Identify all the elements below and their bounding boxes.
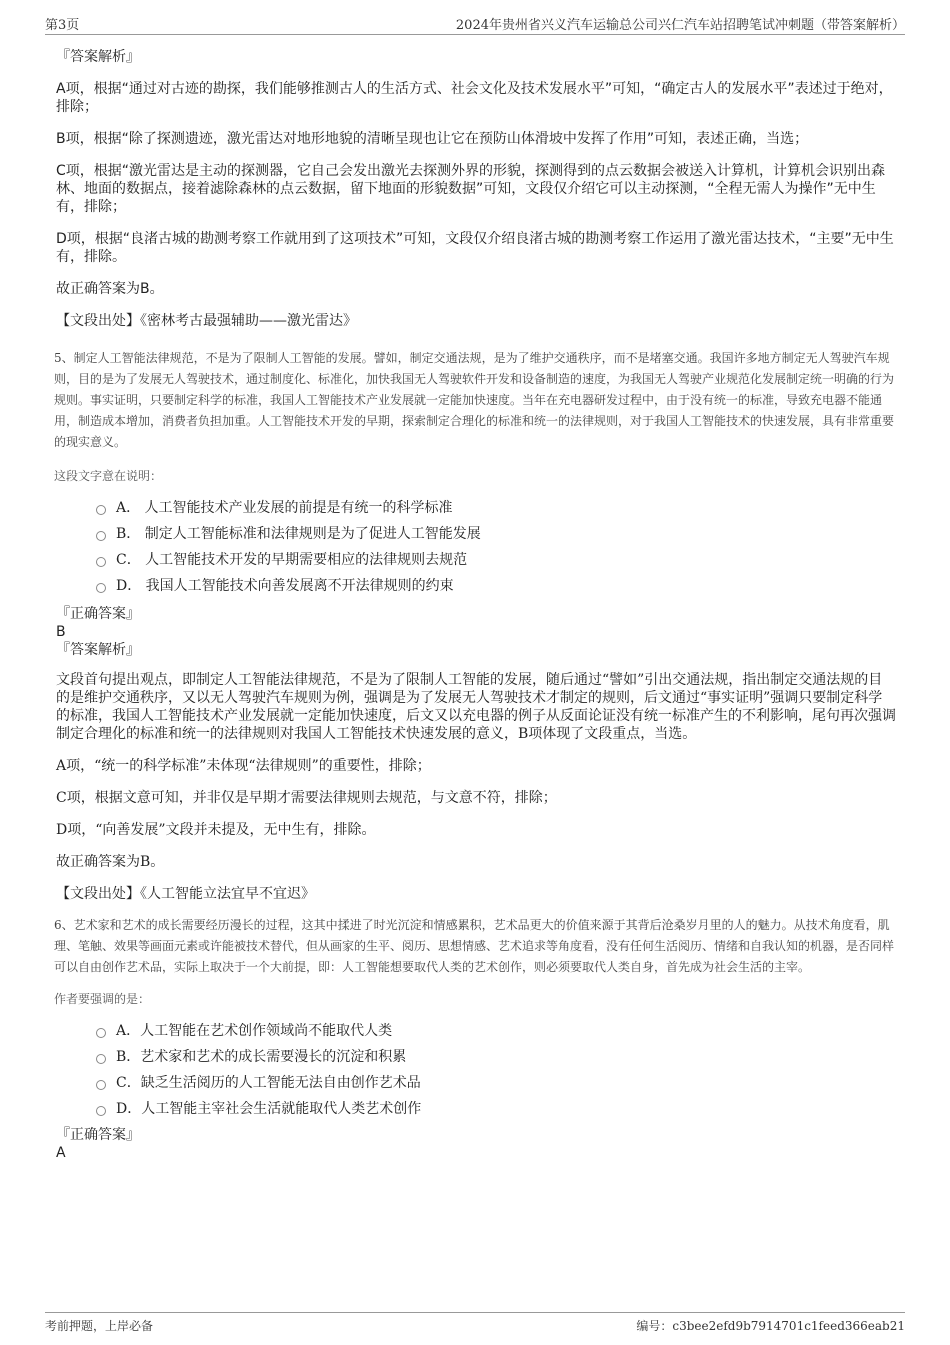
radio-icon[interactable]: [96, 1080, 106, 1090]
page-content: [56, 44, 896, 1162]
page-header: [45, 14, 905, 35]
option-label: B．艺术家和艺术的成长需要漫长的沉淀和积累: [116, 1049, 407, 1065]
correct-answer: A: [56, 1145, 66, 1161]
question-text: 6、艺术家和艺术的成长需要经历漫长的过程，这其中揉进了时光沉淀和情感累积，艺术品更大的价值来源于其背后沧桑岁月里的人的魅力。从技术角度看，肌理、笔触、效果等画面元素或许能被技术替代，但从画家的生平、阅历、思想情感、艺术追求等角度看，没有任何生活阅历、情绪和自我认知的机器，是否同样可以自由创作艺术品，实际上取决于一个大前提，即：人工智能想要取代人类的艺术创作，则必须要取代人类自身，首先成为社会生活的主宰。: [54, 918, 895, 974]
option-label: A．人工智能在艺术创作领域尚不能取代人类: [116, 1023, 393, 1039]
option-label: A． 人工智能技术产业发展的前提是有统一的科学标准: [116, 500, 453, 516]
option-a[interactable]: [96, 1018, 896, 1044]
radio-icon[interactable]: [96, 531, 106, 541]
radio-icon[interactable]: [96, 1106, 106, 1116]
analysis-paragraph: D项，根据“良渚古城的勘测考察工作就用到了这项技术”可知，文段仅介绍良渚古城的勘测考察工作运用了激光雷达技术，“主要”无中生有，排除。: [56, 231, 894, 265]
analysis-label: 『答案解析』: [56, 49, 140, 65]
source-citation: 【文段出处】《人工智能立法宜早不宜迟》: [56, 886, 315, 902]
footer-slogan: 考前押题，上岸必备: [45, 1319, 154, 1333]
option-list: [56, 495, 896, 599]
option-c[interactable]: [96, 547, 896, 573]
option-b[interactable]: [96, 1044, 896, 1070]
analysis-paragraph: B项，根据“除了探测遗迹，激光雷达对地形地貌的清晰呈现也让它在预防山体滑坡中发挥了作用”可知，表述正确，当选；: [56, 131, 809, 147]
analysis-conclusion: 故正确答案为B。: [56, 854, 165, 870]
analysis-paragraph: A项，根据“通过对古迹的勘探，我们能够推测古人的生活方式、社会文化及技术发展水平”可知，“确定古人的发展水平”表述过于绝对，排除；: [56, 81, 893, 115]
option-label: D． 我国人工智能技术向善发展离不开法律规则的约束: [116, 578, 454, 594]
radio-icon[interactable]: [96, 1028, 106, 1038]
page-footer: [45, 1312, 905, 1335]
analysis-label: 『答案解析』: [56, 642, 140, 658]
analysis-paragraph: 文段首句提出观点，即制定人工智能法律规范，不是为了限制人工智能的发展，随后通过“譬如”引出交通法规，指出制定交通法规的目的是维护交通秩序，又以无人驾驶汽车规则为例，强调是为了发展无人驾驶技术才制定的规则，后文通过“事实证明”强调只要制定科学的标准，我国人工智能技术产业发展就一定能加快速度，后文又以充电器的例子从反面论证没有统一标准产生的不利影响，尾句再次强调制定合理化的标准和统一的法律规则对我国人工智能技术快速发展的意义，B项体现了文段重点，当选。: [56, 672, 896, 742]
page-number: 第3页: [45, 18, 80, 33]
analysis-paragraph: D项，“向善发展”文段并未提及，无中生有，排除。: [56, 822, 376, 838]
document-title: 2024年贵州省兴义汽车运输总公司兴仁汽车站招聘笔试冲刺题（带答案解析）: [455, 18, 905, 33]
document-id: 编号：c3bee2efd9b7914701c1feed366eab21: [636, 1319, 905, 1333]
answer-label: 『正确答案』: [56, 606, 140, 622]
option-c[interactable]: [96, 1070, 896, 1096]
question-text: 5、制定人工智能法律规范，不是为了限制人工智能的发展。譬如，制定交通法规，是为了维护交通秩序，而不是堵塞交通。我国许多地方制定无人驾驶汽车规则，目的是为了发展无人驾驶技术，通过制度化、标准化，加快我国无人驾驶软件开发和设备制造的速度，为我国无人驾驶产业规范化发展制定统一明确的行为规则。事实证明，只要制定科学的标准，我国人工智能技术产业发展就一定能加快速度。当年在充电器研发过程中，由于没有统一的标准，导致充电器不能通用，制造成本增加，消费者负担加重。人工智能技术开发的早期，探索制定合理化的标准和统一的法律规则，对于我国人工智能技术的快速发展，具有非常重要的现实意义。: [54, 351, 895, 449]
option-d[interactable]: [96, 1096, 896, 1122]
radio-icon[interactable]: [96, 557, 106, 567]
option-d[interactable]: [96, 573, 896, 599]
option-a[interactable]: [96, 495, 896, 521]
analysis-conclusion: 故正确答案为B。: [56, 281, 164, 297]
option-label: C． 人工智能技术开发的早期需要相应的法律规则去规范: [116, 552, 468, 568]
option-b[interactable]: [96, 521, 896, 547]
option-label: B． 制定人工智能标准和法律规则是为了促进人工智能发展: [116, 526, 481, 542]
question-prompt: 这段文字意在说明：: [54, 469, 163, 483]
source-citation: 【文段出处】《密林考古最强辅助——激光雷达》: [56, 313, 357, 329]
option-label: C．缺乏生活阅历的人工智能无法自由创作艺术品: [116, 1075, 421, 1091]
radio-icon[interactable]: [96, 1054, 106, 1064]
option-list: [56, 1018, 896, 1122]
analysis-paragraph: C项，根据“激光雷达是主动的探测器，它自己会发出激光去探测外界的形貌，探测得到的点云数据会被送入计算机，计算机会识别出森林、地面的数据点，接着滤除森林的点云数据，留下地面的形貌数据”可知，文段仅介绍它可以主动探测，“全程无需人为操作”无中生有，排除；: [56, 163, 886, 215]
radio-icon[interactable]: [96, 583, 106, 593]
question-prompt: 作者要强调的是：: [54, 992, 151, 1006]
analysis-paragraph: C项，根据文意可知，并非仅是早期才需要法律规则去规范，与文意不符，排除；: [56, 790, 557, 806]
answer-label: 『正确答案』: [56, 1127, 140, 1143]
analysis-paragraph: A项，“统一的科学标准”未体现“法律规则”的重要性，排除；: [56, 758, 431, 774]
radio-icon[interactable]: [96, 505, 106, 515]
correct-answer: B: [56, 624, 66, 640]
option-label: D．人工智能主宰社会生活就能取代人类艺术创作: [116, 1101, 422, 1117]
